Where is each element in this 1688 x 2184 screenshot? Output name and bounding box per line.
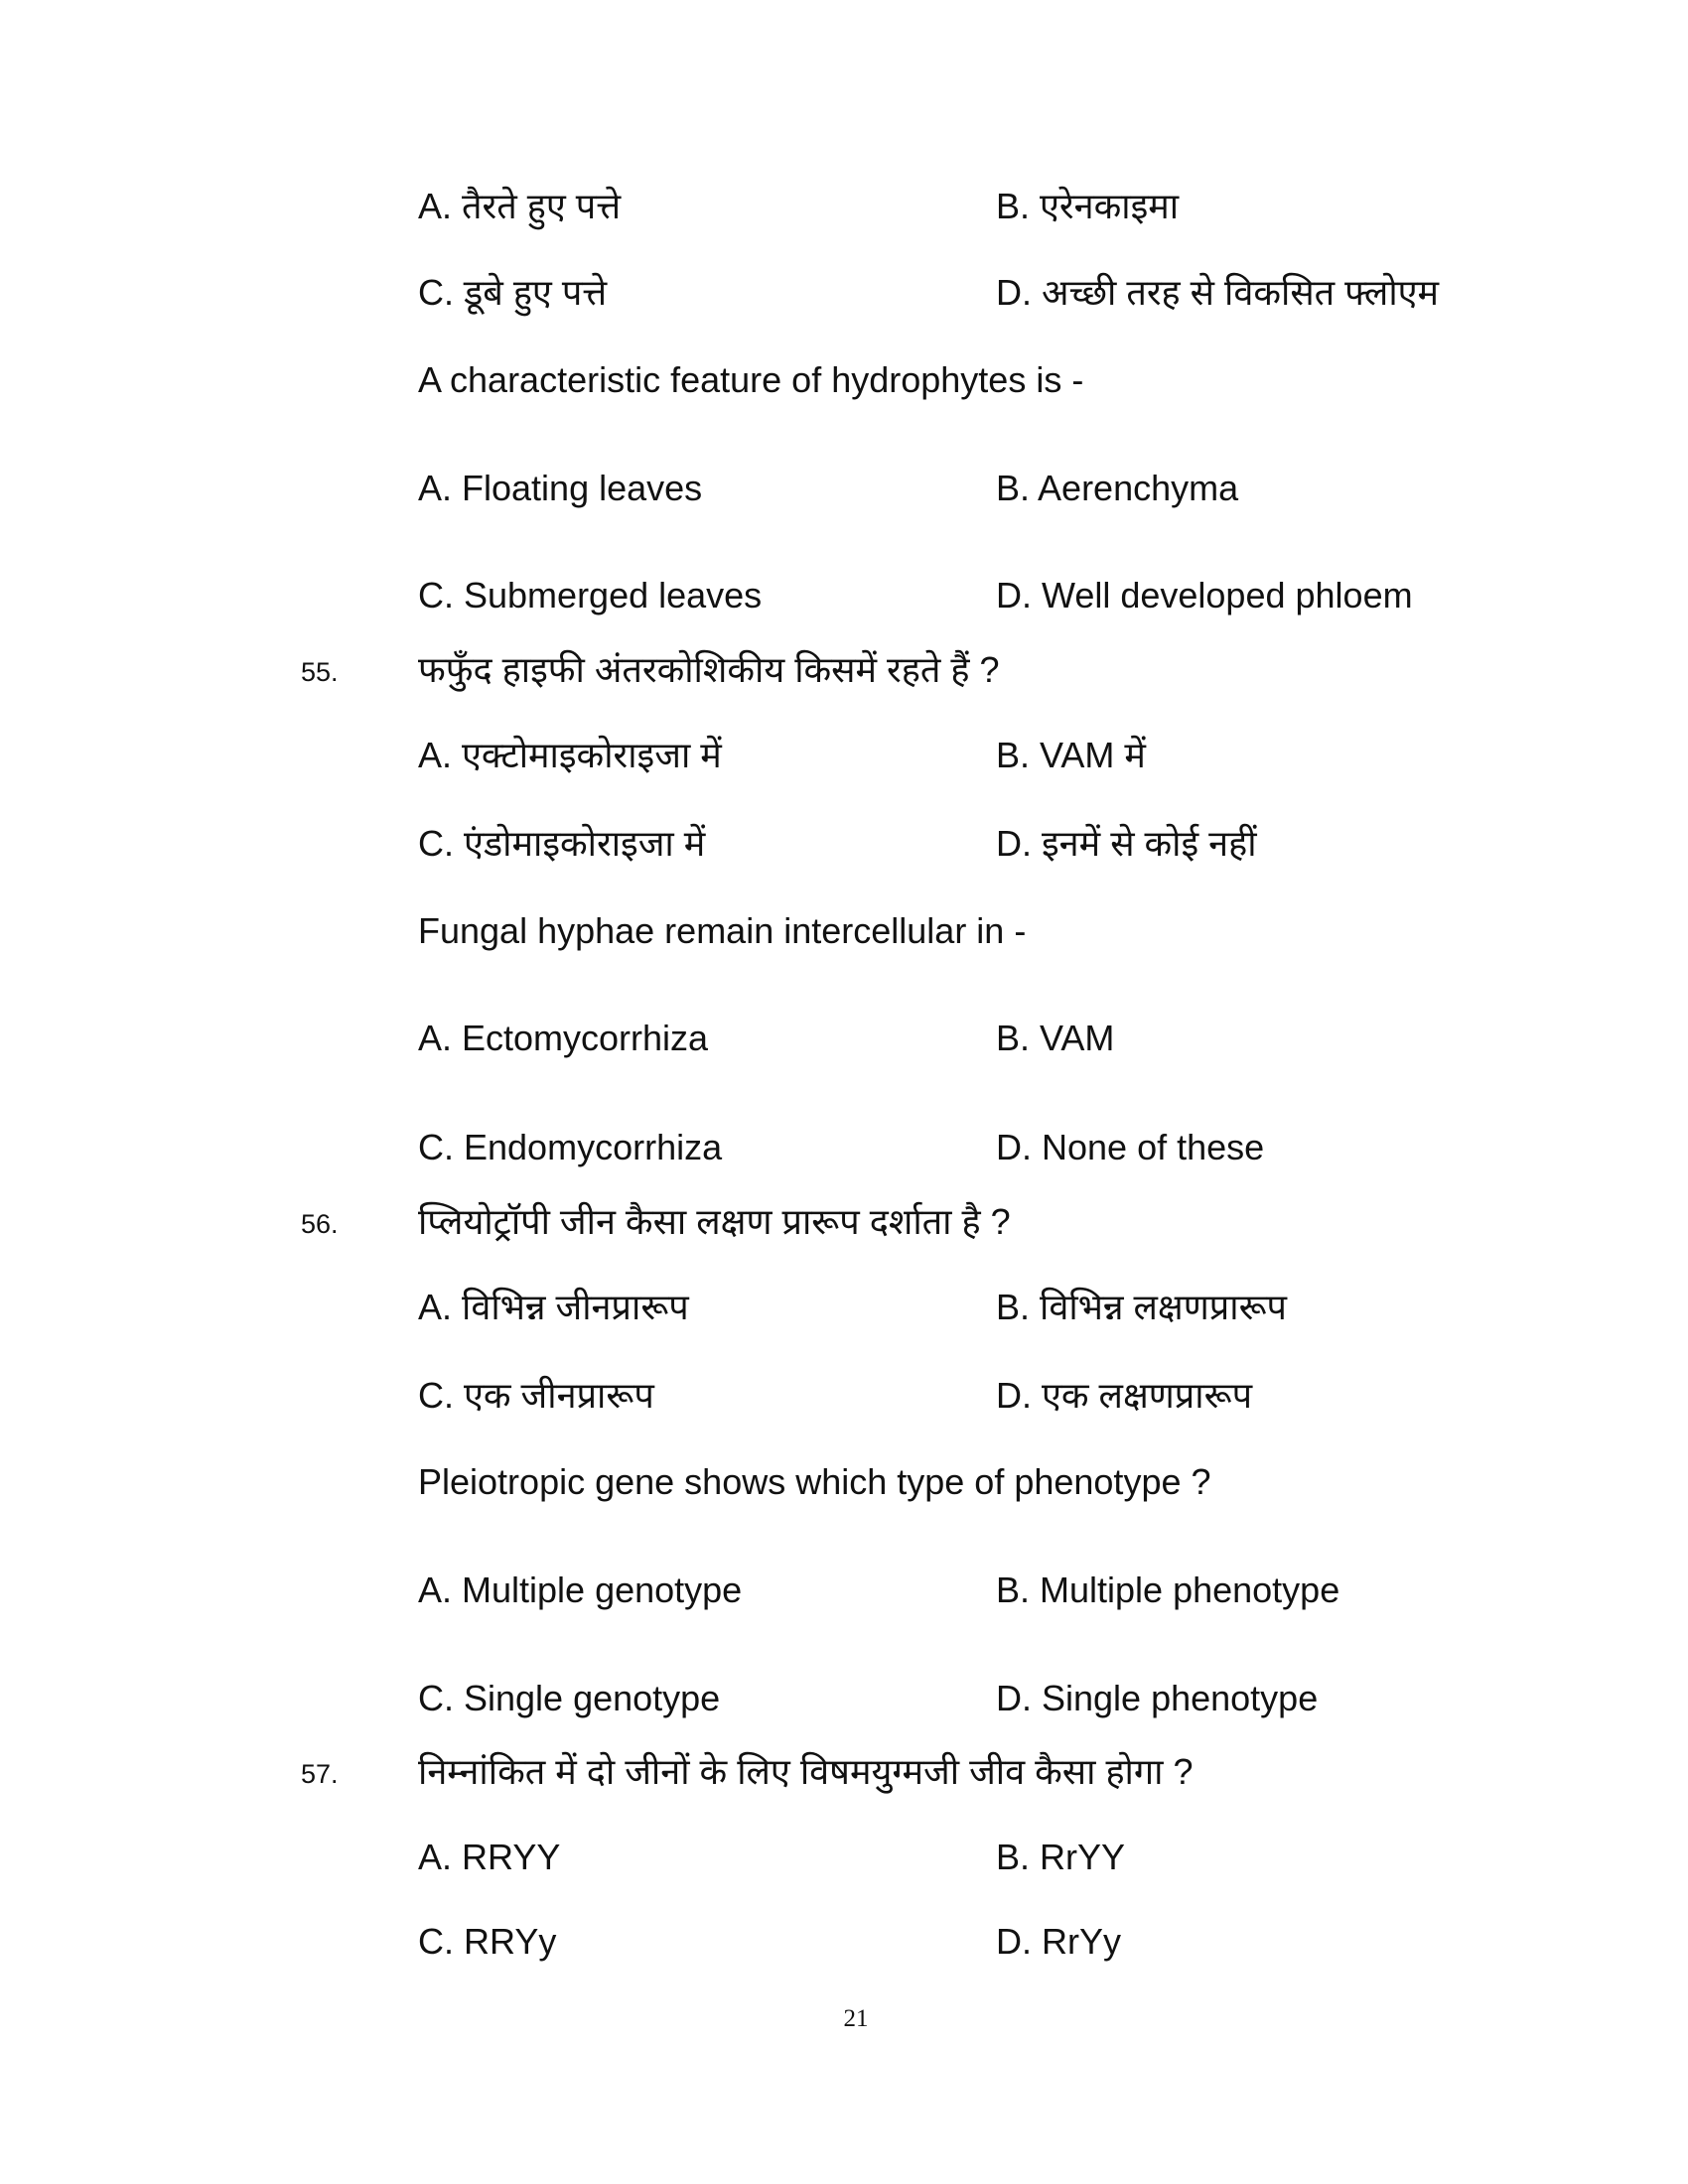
q57-option-a: A. RRYY — [418, 1837, 561, 1877]
q56-number: 56. — [301, 1209, 339, 1239]
q55-hi-question: फफुँद हाइफी अंतरकोशिकीय किसमें रहते हैं ? — [418, 649, 1000, 690]
q55-hi-option-d: D. इनमें से कोई नहीं — [996, 823, 1257, 864]
q55-en-question: Fungal hyphae remain intercellular in - — [418, 910, 1027, 951]
q55-number: 55. — [301, 657, 339, 687]
q54-hi-option-c: C. डूबे हुए पत्ते — [418, 272, 608, 313]
q54-en-option-d: D. Well developed phloem — [996, 575, 1413, 615]
q56-hi-option-a: A. विभिन्न जीनप्रारूप — [418, 1287, 689, 1327]
q57-option-b: B. RrYY — [996, 1837, 1126, 1877]
q54-hi-option-b: B. एरेनकाइमा — [996, 186, 1180, 226]
page-number: 21 — [843, 2005, 869, 2032]
q54-hi-option-a: A. तैरते हुए पत्ते — [418, 186, 622, 226]
q56-en-question: Pleiotropic gene shows which type of phenotype ? — [418, 1461, 1211, 1502]
q56-hi-option-d: D. एक लक्षणप्रारूप — [996, 1375, 1253, 1416]
q56-en-option-a: A. Multiple genotype — [418, 1570, 743, 1610]
q56-en-option-c: C. Single genotype — [418, 1678, 721, 1718]
q57-number: 57. — [301, 1759, 339, 1789]
q55-en-option-c: C. Endomycorrhiza — [418, 1127, 723, 1167]
q54-en-option-b: B. Aerenchyma — [996, 468, 1239, 508]
q57-option-d: D. RrYy — [996, 1921, 1121, 1962]
q54-en-option-a: A. Floating leaves — [418, 468, 703, 508]
q54-en-question: A characteristic feature of hydrophytes is - — [418, 359, 1084, 400]
q55-en-option-d: D. None of these — [996, 1127, 1265, 1167]
q56-hi-question: प्लियोट्रॉपी जीन कैसा लक्षण प्रारूप दर्शाता है ? — [418, 1201, 1011, 1242]
q56-en-option-b: B. Multiple phenotype — [996, 1570, 1340, 1610]
q55-en-option-a: A. Ectomycorrhiza — [418, 1018, 709, 1058]
q55-hi-option-b: B. VAM में — [996, 735, 1146, 775]
q55-hi-option-c: C. एंडोमाइकोराइजा में — [418, 823, 706, 864]
q54-en-option-c: C. Submerged leaves — [418, 575, 763, 615]
q56-hi-option-b: B. विभिन्न लक्षणप्रारूप — [996, 1287, 1287, 1327]
q57-option-c: C. RRYy — [418, 1921, 557, 1962]
q55-en-option-b: B. VAM — [996, 1018, 1115, 1058]
q55-hi-option-a: A. एक्टोमाइकोराइजा में — [418, 735, 722, 775]
q56-hi-option-c: C. एक जीनप्रारूप — [418, 1375, 654, 1416]
q56-en-option-d: D. Single phenotype — [996, 1678, 1319, 1718]
q54-hi-option-d: D. अच्छी तरह से विकसित फ्लोएम — [996, 272, 1440, 313]
q57-hi-question: निम्नांकित में दो जीनों के लिए विषमयुग्मजी जीव कैसा होगा ? — [418, 1751, 1194, 1792]
